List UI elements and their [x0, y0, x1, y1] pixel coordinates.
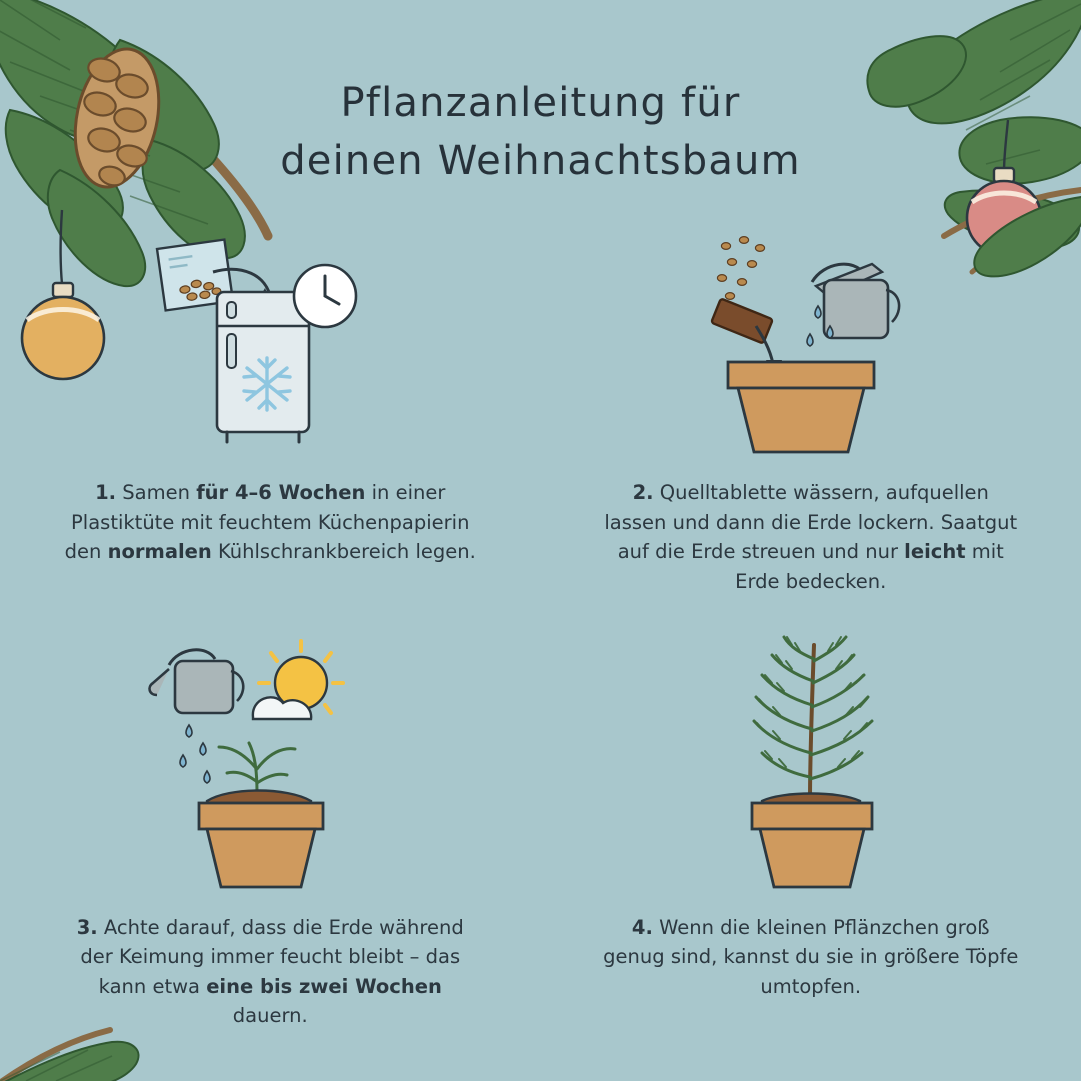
seeds-icon — [717, 237, 764, 300]
step-3-text-a: Achte darauf, dass die Erde während der Keimung immer feucht bleibt – das kann etwa — [80, 915, 464, 998]
step-2-emph-1: leicht — [904, 540, 966, 564]
plant-pot-icon — [752, 803, 872, 887]
water-drops-icon — [180, 725, 210, 783]
step-1-illustration — [155, 210, 385, 460]
step-1-emph-2: normalen — [107, 540, 212, 564]
step-1-emph-1: für 4–6 Wochen — [196, 481, 366, 504]
title-line-1: Pflanzanleitung für — [340, 80, 741, 126]
step-2-number: 2. — [632, 481, 654, 504]
step-4-number: 4. — [631, 915, 653, 939]
seedling-pot-watering-can-sun-icon — [145, 625, 395, 895]
step-4-text-a: Wenn die kleinen Pflänzchen groß genug sind, kannst du sie in größere Töpfe umtopfen. — [603, 915, 1019, 998]
step-1-text-c: Kühlschrankbereich legen. — [217, 540, 476, 564]
young-fir-tree-in-pot-icon — [696, 625, 926, 895]
watering-can-icon — [812, 264, 899, 338]
pot-with-seeds-and-watering-can-icon — [696, 230, 926, 460]
step-3 — [0, 623, 541, 1032]
seedling-icon — [219, 743, 295, 793]
plant-pot-icon — [199, 803, 323, 887]
step-1-caption — [60, 478, 480, 567]
sun-cloud-icon — [253, 641, 343, 719]
step-1 — [0, 210, 541, 597]
step-1-text-a: Samen — [122, 481, 197, 504]
plant-pot-icon — [728, 362, 874, 452]
fridge-icon — [217, 292, 309, 442]
step-2-text-b: mit Erde bedecken. — [735, 540, 1004, 593]
clock-icon — [294, 265, 356, 327]
step-4-illustration — [696, 623, 926, 895]
watering-can-icon — [150, 649, 244, 712]
fridge-with-seeds-and-clock-icon — [155, 230, 385, 460]
step-3-caption — [60, 913, 480, 1032]
step-4 — [541, 623, 1081, 1032]
step-3-text-b: dauern. — [232, 1004, 308, 1028]
step-3-emph-1: eine bis zwei Wochen — [206, 974, 442, 998]
step-1-text-b: in einer Plastiktüte mit feuchtem Küchenpapierin den — [64, 481, 470, 564]
steps-grid — [0, 210, 1081, 1031]
step-3-illustration — [145, 623, 395, 895]
step-2-illustration — [696, 210, 926, 460]
step-2-text-a: Quelltablette wässern, aufquellen lassen und dann die Erde lockern. Saatgut auf die Erde streuen und nur — [604, 481, 1018, 564]
step-2 — [541, 210, 1081, 597]
step-2-caption — [601, 478, 1021, 597]
page-title — [0, 74, 1081, 190]
title-line-2: deinen Weihnachtsbaum — [280, 138, 801, 184]
step-4-caption — [601, 913, 1021, 1002]
pine-branch-bottom-left — [0, 1030, 139, 1081]
step-3-number: 3. — [76, 915, 98, 939]
step-1-number: 1. — [95, 481, 117, 504]
